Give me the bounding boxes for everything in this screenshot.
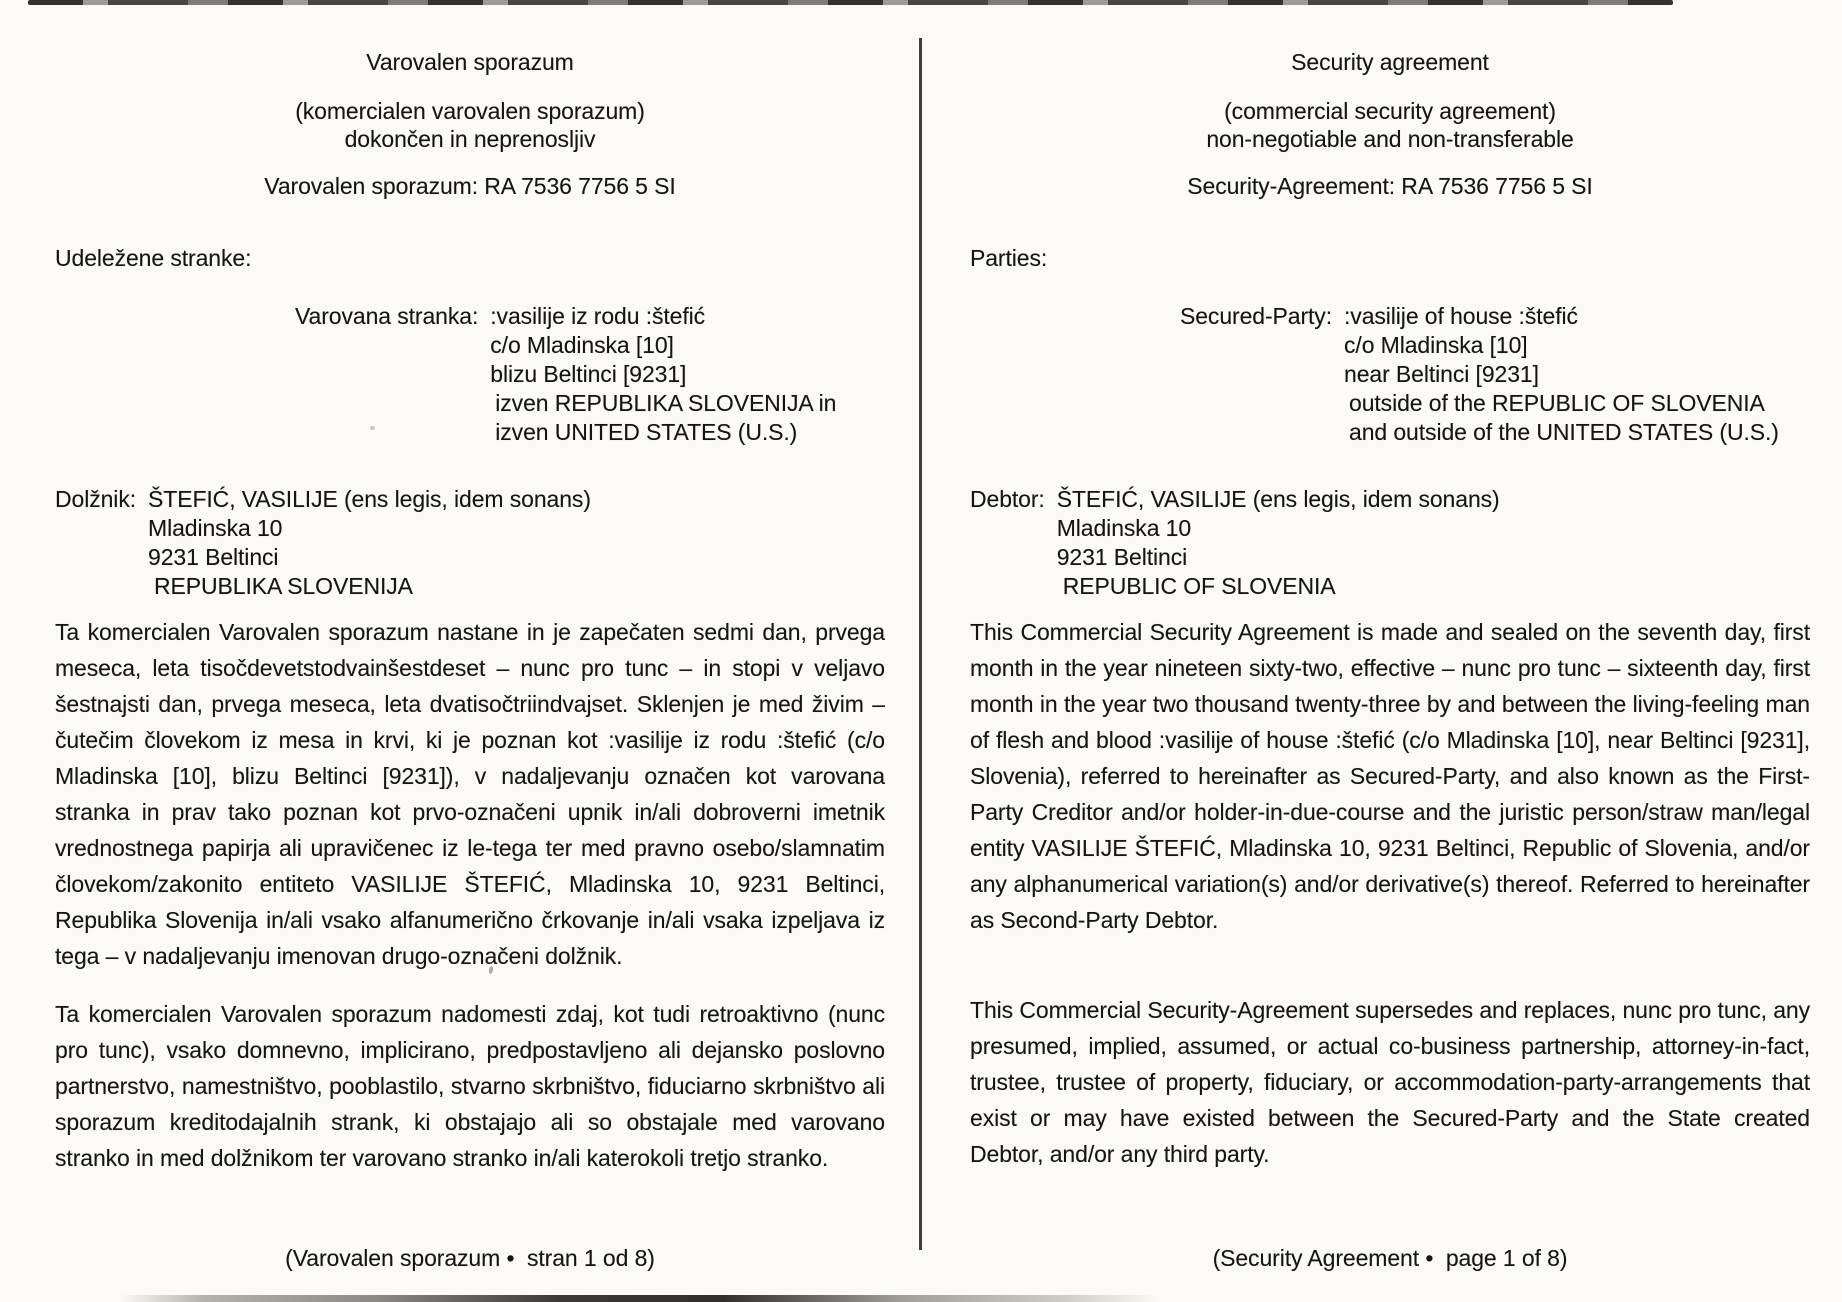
address-line: outside of the REPUBLIC OF SLOVENIA: [1349, 390, 1765, 416]
debtor-address-en: [1057, 485, 1500, 601]
address-line: :vasilije iz rodu :štefić: [490, 303, 706, 329]
debtor-block-en: [970, 485, 1810, 601]
address-line: Mladinska 10: [148, 515, 283, 541]
debtor-label-en: Debtor:: [970, 486, 1045, 512]
secured-party-address-en: [1344, 302, 1779, 447]
document-subtitle-en: [970, 97, 1810, 153]
address-line: blizu Beltinci [9231]: [490, 361, 687, 387]
address-line: ŠTEFIĆ, VASILIJE (ens legis, idem sonans): [1056, 486, 1500, 512]
subtitle-line-2-sl: dokončen in neprenosljiv: [344, 126, 596, 152]
parties-heading-en: Parties:: [970, 245, 1048, 271]
debtor-label-sl: Dolžnik:: [55, 486, 137, 512]
slovenian-column: [55, 0, 885, 1302]
address-line: and outside of the UNITED STATES (U.S.): [1349, 419, 1779, 445]
body-paragraph-1-en: This Commercial Security Agreement is made and sealed on the seventh day, first month in the year nineteen sixty-two, effective – nunc pro tunc – sixteenth day, first month in the year two thousand twenty-three by and between the living-feeling man of flesh and blood :vasilije of house :štefić (c/o Mladinska [10], near Beltinci [9231], Slovenia), referred to hereinafter as Secured-Party, and also known as the First-Party Creditor and/or holder-in-due-course and the juristic person/straw man/legal entity VASILIJE ŠTEFIĆ, Mladinska 10, 9231 Beltinci, Republic of Slovenia, and/or any alphanumerical variation(s) and/or derivative(s) thereof. Referred to hereinafter as Second-Party Debtor.: [970, 619, 1810, 933]
address-line: ŠTEFIĆ, VASILIJE (ens legis, idem sonans): [148, 486, 591, 512]
agreement-reference-sl: Varovalen sporazum: RA 7536 7756 5 SI: [264, 173, 676, 199]
subtitle-line-1-en: (commercial security agreement): [1224, 98, 1556, 124]
body-paragraph-2-en: This Commercial Security-Agreement supersedes and replaces, nunc pro tunc, any presumed, implied, assumed, or actual co-business partnership, attorney-in-fact, trustee, trustee of property, fiduciary, or accommodation-party-arrangements that exist or may have existed between the Secured-Party and the State created Debtor, and/or any third party.: [970, 997, 1810, 1167]
secured-party-label-en: Secured-Party:: [1180, 303, 1332, 329]
debtor-address-sl: [148, 485, 591, 601]
address-line: 9231 Beltinci: [148, 544, 279, 570]
address-line: c/o Mladinska [10]: [490, 332, 674, 358]
page-footer-sl: (Varovalen sporazum • stran 1 od 8): [285, 1245, 655, 1271]
subtitle-line-2-en: non-negotiable and non-transferable: [1206, 126, 1574, 152]
english-column: [970, 0, 1810, 1302]
secured-party-label-sl: Varovana stranka:: [295, 303, 479, 329]
secured-party-block-sl: [295, 302, 885, 447]
address-line: REPUBLIC OF SLOVENIA: [1062, 573, 1336, 599]
address-line: 9231 Beltinci: [1056, 544, 1188, 570]
address-line: izven REPUBLIKA SLOVENIJA in: [495, 390, 837, 416]
body-paragraph-1-sl: Ta komercialen Varovalen sporazum nastane in je zapečaten sedmi dan, prvega meseca, leta tisočdevetstodvainšestdeset – nunc pro tunc – in stopi v veljavo šestnajsti dan, prvega meseca, leta dvatisočtriindvajset. Sklenjen je med živim – čutečim človekom iz mesa in krvi, ki je poznan kot :vasilije iz rodu :štefić (c/o Mladinska [10], blizu Beltinci [9231]), v nadaljevanju označen kot varovana stranka in prav tako poznan kot prvo-označeni upnik in/ali dobroverni imetnik vrednostnega papirja ali upravičenec iz le-tega ter med pravno osebo/slamnatim človekom/zakonito entiteto VASILIJE ŠTEFIĆ, Mladinska 10, 9231 Beltinci, Republika Slovenija in/ali vsako alfanumerično črkovanje in/ali vsaka izpeljava iz tega – v nadaljevanju imenovan drugo-označeni dolžnik.: [55, 619, 885, 969]
secured-party-block-en: [1180, 302, 1810, 447]
address-line: izven UNITED STATES (U.S.): [495, 419, 798, 445]
agreement-reference-en: Security-Agreement: RA 7536 7756 5 SI: [1187, 173, 1593, 199]
address-line: Mladinska 10: [1056, 515, 1192, 541]
secured-party-address-sl: [490, 302, 836, 447]
column-divider-line: [919, 38, 922, 1250]
parties-heading-sl: Udeležene stranke:: [55, 245, 252, 271]
subtitle-line-1-sl: (komercialen varovalen sporazum): [295, 98, 645, 124]
document-title-en: Security agreement: [1291, 49, 1489, 75]
document-title-sl: Varovalen sporazum: [366, 49, 574, 75]
address-line: c/o Mladinska [10]: [1344, 332, 1528, 358]
address-line: :vasilije of house :štefić: [1344, 303, 1578, 329]
page-footer-en: (Security Agreement • page 1 of 8): [1212, 1245, 1568, 1271]
debtor-block-sl: [55, 485, 885, 601]
document-subtitle-sl: [55, 97, 885, 153]
address-line: near Beltinci [9231]: [1344, 361, 1539, 387]
body-paragraph-2-sl: Ta komercialen Varovalen sporazum nadomesti zdaj, kot tudi retroaktivno (nunc pro tunc), vsako domnevno, implicirano, predpostavljeno ali dejansko poslovno partnerstvo, namestništvo, pooblastilo, stvarno skrbništvo, fiduciarno skrbništvo ali sporazum kreditodajalnih strank, ki obstajajo ali so obstajale med varovano stranko in med dolžnikom ter varovano stranko in/ali katerokoli tretjo stranko.: [55, 1001, 885, 1171]
address-line: REPUBLIKA SLOVENIJA: [154, 573, 413, 599]
